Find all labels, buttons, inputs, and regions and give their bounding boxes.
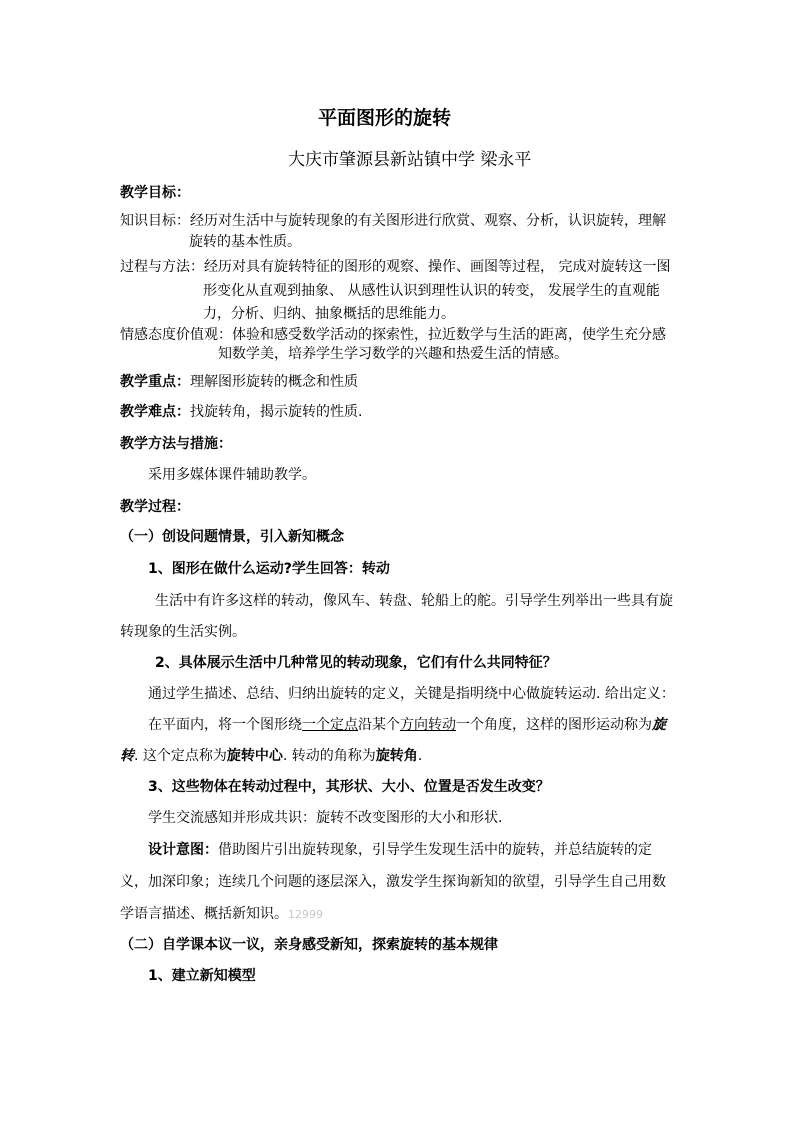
design-intent-line-2: 义，加深印象；连续几个问题的逐层深入，激发学生探询新知的欲望，引导学生自己用数 [120,874,666,890]
difficulty-label: 教学难点： [120,404,190,420]
design-intent-text-3: 学语言描述、概括新知识。 [120,906,288,922]
definition-part-e: 一个角度，这样的图形运动称为 [456,717,652,733]
watermark-number: 12999 [288,908,323,921]
author-line: 大庆市肇源县新站镇中学 梁永平 [288,150,532,170]
definition-part-g: . 转动的角称为 [282,748,376,764]
definition-part-h: . [417,748,423,764]
paragraph-1-line-2: 转现象的生活实例。 [120,624,246,640]
knowledge-label: 知识目标： [120,213,190,229]
design-intent-text-1: 借助图片引出旋转现象，引导学生发现生活中的旋转，并总结旋转的定 [218,842,652,858]
methods-heading: 教学方法与措施： [120,436,232,452]
attitude-text-2: 知数学美，培养学生学习数学的兴趣和热爱生活的情感。 [218,346,568,362]
knowledge-text-2: 旋转的基本性质。 [189,234,301,250]
question-1: 1、图形在做什么运动?学生回答：转动 [148,561,390,577]
process-text-1: 经历对具有旋转特征的图形的观察、操作、画图等过程， 完成对旋转这一图 [204,259,671,275]
paragraph-3: 学生交流感知并形成共识：旋转不改变图形的大小和形状. [148,810,503,826]
knowledge-text-1: 经历对生活中与旋转现象的有关图形进行欣赏、观察、分析，认识旋转，理解 [190,213,666,229]
difficulty [120,402,362,422]
process-objective [120,257,670,277]
paragraph-1-line-1: 生活中有许多这样的转动，像风车、转盘、轮船上的舵。引导学生列举出一些具有旋 [155,593,673,609]
definition-term-start: 旋 [652,717,666,733]
definition-point: 一个定点 [302,717,358,733]
methods-text: 采用多媒体课件辅助教学。 [148,467,316,483]
attitude-label: 情感态度价值观： [120,327,232,343]
question-3: 3、这些物体在转动过程中，其形状、大小、位置是否发生改变？ [148,779,550,795]
design-intent-line-1 [148,840,652,860]
part2-heading: （二）自学课本议一议，亲身感受新知，探索旋转的基本规律 [120,937,498,953]
page-title: 平面图形的旋转 [318,107,452,129]
key-point [120,372,358,392]
definition-line-2 [120,746,422,766]
definition-part-a: 在平面内，将一个图形绕 [148,717,302,733]
attitude-objective [120,325,666,345]
objectives-heading: 教学目标： [120,185,190,201]
part2-subheading: 1、建立新知模型 [148,968,256,984]
part1-heading: （一）创设问题情景，引入新知概念 [120,529,344,545]
attitude-text-1: 体验和感受数学活动的探索性，拉近数学与生活的距离，使学生充分感 [232,327,666,343]
process-heading: 教学过程： [120,499,190,515]
key-point-text: 理解图形旋转的概念和性质 [190,374,358,390]
definition-direction: 方向转动 [400,717,456,733]
design-intent-line-3 [120,904,323,925]
rotation-angle-term: 旋转角 [375,748,418,764]
process-label: 过程与方法： [120,259,204,275]
definition-line-1 [148,715,666,735]
knowledge-objective [120,211,666,231]
question-2: 2、具体展示生活中几种常见的转动现象，它们有什么共同特征？ [155,655,557,671]
definition-term-end: 转 [120,748,134,764]
difficulty-text: 找旋转角，揭示旋转的性质. [190,404,363,420]
rotation-center-term: 旋转中心 [226,748,283,764]
process-text-2: 形变化从直观到抽象、 从感性认识到理性认识的转变， 发展学生的直观能 [203,283,660,299]
design-intent-label: 设计意图： [148,842,218,858]
definition-part-f: . 这个定点称为 [134,748,227,764]
key-point-label: 教学重点： [120,374,190,390]
process-text-3: 力，分析、归纳、抽象概括的思维能力。 [203,306,455,322]
definition-part-c: 沿某个 [358,717,400,733]
paragraph-2-line-1: 通过学生描述、总结、归纳出旋转的定义，关键是指明绕中心做旋转运动. 给出定义： [148,686,675,702]
